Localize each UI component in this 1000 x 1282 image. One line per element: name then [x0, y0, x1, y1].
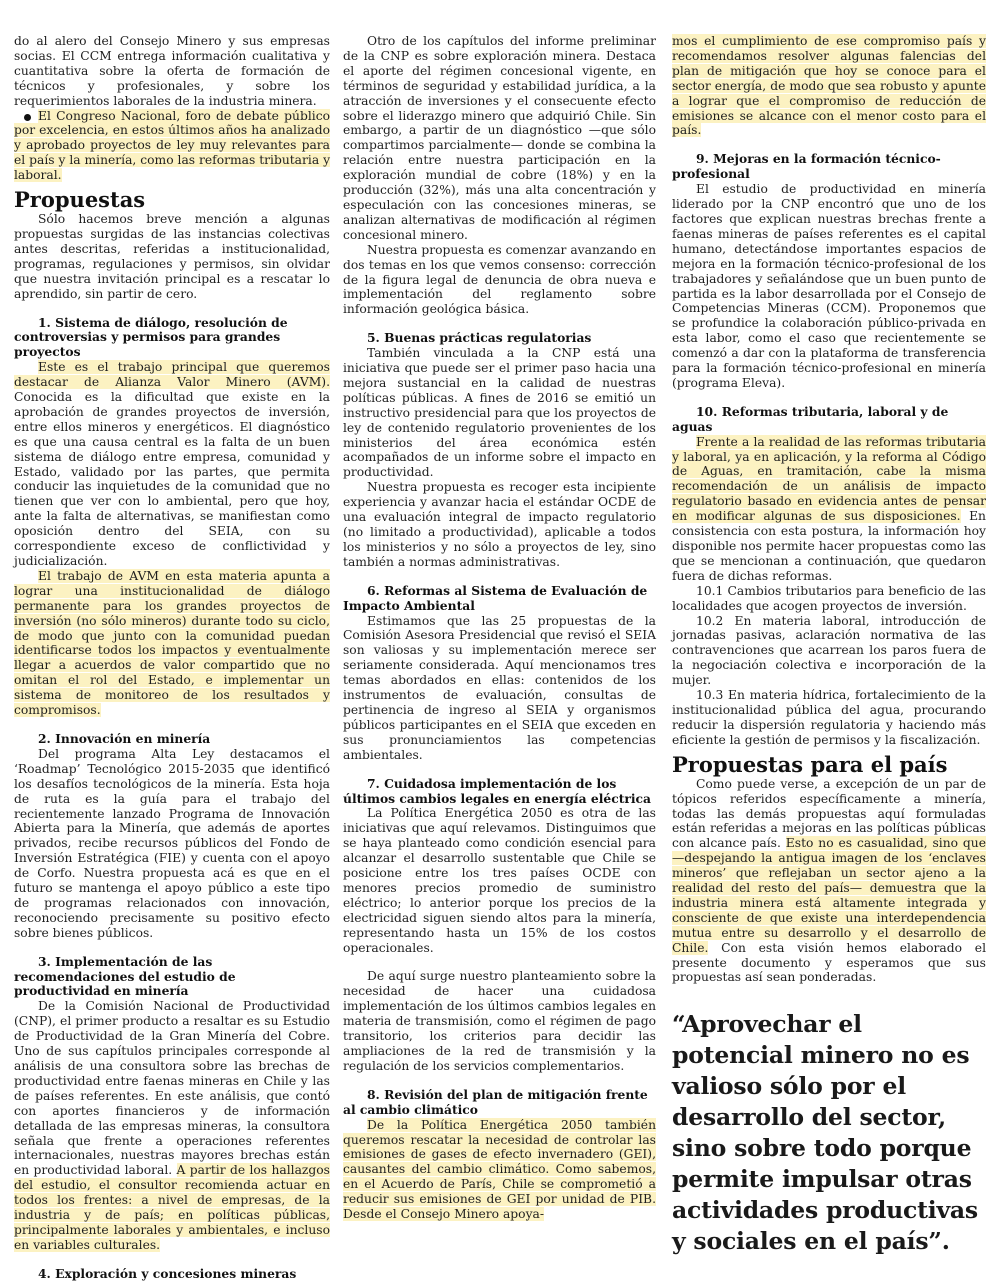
- column-3: [672, 34, 986, 1257]
- section-2-heading: [14, 732, 330, 747]
- heading-propuestas: Propuestas: [14, 187, 146, 213]
- pull-quote: “Aprovechar el potencial minero no es valioso sólo por el desarrollo del sector, sino sobre todo porque permite impulsar otras actividades productivas y sociales en el país”.: [672, 1010, 978, 1256]
- spacer: [14, 1253, 330, 1267]
- section-2-number: 2.: [38, 730, 51, 746]
- column-2: [343, 34, 656, 1222]
- section-3-title: Implementación de las recomendaciones del estudio de productividad en minería: [14, 953, 236, 999]
- section-8-number: 8.: [367, 1086, 380, 1102]
- highlight-reformas: Frente a la realidad de las reformas tributaria y laboral, ya en aplicación, y la reforma al Código de Aguas, en tramitación, cabe la misma recomendación de un análisis de impacto regulatorio basado en evidencia antes de pensar en modificar algunas de sus disposiciones.: [672, 434, 986, 524]
- section-9-heading: [672, 152, 986, 182]
- section-10-paragraph: [672, 435, 986, 584]
- spacer: [672, 391, 986, 405]
- section-6-title: Reformas al Sistema de Evaluación de Impacto Ambiental: [343, 582, 648, 613]
- section-9-paragraph: El estudio de productividad en minería liderado por la CNP encontró que uno de los factores que explican nuestras brechas frente a faenas mineras de países referentes es el capital humano, detectándose importantes espacios de mejora en la formación técnico-profesional de los trabajadores y señalándose que un buen punto de partida es la labor desarrollada por el Consejo de Competencias Mineras (CCM). Proponemos que se profundice la colaboración público-privada en esta labor, como el caso que recientemente se comenzó a dar con la plataforma de transferencia para la formación técnico-profesional en minería (programa Eleva).: [672, 182, 986, 390]
- spacer: [14, 941, 330, 955]
- section-10-1: 10.1 Cambios tributarios para beneficio de las localidades que acogen proyectos de inversión.: [672, 583, 986, 613]
- section-9-number: 9.: [696, 151, 709, 167]
- section-4-paragraph-1: Otro de los capítulos del informe preliminar de la CNP es sobre exploración minera. Destaca el aporte del régimen concesional vigente, en términos de seguridad y estabilidad jurídica, a la atracción de inversiones y el consecuente efecto sobre el liderazgo minero que adquirió Chile. Sin embargo, a partir de un diagnóstico —que sólo compartimos parcialmente— donde se combina la relación entre nuestra participación en la exploración mundial de cobre (18%) y en la producción (32%), más una alta concentración y especulación con las concesiones mineras, se analizan alternativas de modificación al régimen concesional minero.: [343, 34, 656, 242]
- section-10-title: Reformas tributaria, laboral y de aguas: [672, 403, 949, 434]
- section-3-heading: [14, 955, 330, 1000]
- section-5-title: Buenas prácticas regulatorias: [384, 330, 592, 346]
- pais-text-1: Como puede verse, a excepción de un par de tópicos referidos específicamente a minería, todas las demás propuestas aquí formuladas están referidas a mejoras en las políticas públicas con alcance país.: [672, 776, 986, 851]
- section-1-paragraph-2: [14, 569, 330, 718]
- section-4-title: Exploración y concesiones mineras: [55, 1265, 297, 1281]
- highlight-casualidad: Esto no es casualidad, sino que —despejando la antigua imagen de los ‘enclaves mineros’ que reflejaban un sector ajeno a la realidad del resto del país— demuestra que la industria minera está altamente integrada y consciente de que existe una interdependencia mutua entre su desarrollo y el desarrollo de Chile.: [672, 836, 986, 955]
- section-8-paragraph: [343, 1118, 656, 1222]
- section-9-title: Mejoras en la formación técnico-profesional: [672, 151, 941, 182]
- section-6-heading: [343, 584, 656, 614]
- section-7-number: 7.: [367, 775, 380, 791]
- section-1-text: Conocida es la dificultad que existe en la aprobación de grandes proyectos de inversión, entre ellos mineros y energéticos. El diagnóstico es que una causa central es la falta de un buen sistema de diálogo entre empresa, comunidad y Estado, validado por las partes, que permita conducir las inquietudes de la comunidad que no tienen que ver con lo ambiental, pero que hoy, ante la falta de alternativas, se manifiestan como oposición dentro del SEIA, con su correspondiente exceso de conflictividad y judicialización.: [14, 390, 330, 568]
- section-3-number: 3.: [38, 953, 51, 969]
- section-1-title: Sistema de diálogo, resolución de controversias y permisos para grandes proyectos: [14, 314, 288, 360]
- section-10-number: 10.: [696, 403, 718, 419]
- section-2-title: Innovación en minería: [55, 730, 211, 746]
- section-1-number: 1.: [38, 314, 51, 330]
- section-6-paragraph: Estimamos que las 25 propuestas de la Comisión Asesora Presidencial que revisó el SEIA son valiosas y su implementación merece ser seriamente considerada. Aquí mencionamos tres temas abordados en ellas: contenidos de los instrumentos de evaluación, consultas de pertinencia de ingreso al SEIA y organismos públicos participantes en el SEIA que exceden en sus pronunciamientos las competencias ambientales.: [343, 613, 656, 762]
- highlight-politica-energetica: De la Política Energética 2050 también queremos rescatar la necesidad de controlar las emisiones de gases de efecto invernadero (GEI), causantes del cambio climático. Como sabemos, en el Acuerdo de París, Chile se comprometió a reducir sus emisiones de GEI por unidad de PIB. Desde el Consejo Minero apoya-: [343, 1117, 656, 1222]
- spacer: [343, 1074, 656, 1088]
- highlight-avm-trabajo: El trabajo de AVM en esta materia apunta a lograr una institucionalidad de diálogo permanente para los grandes proyectos de inversión (no sólo mineros) durante todo su ciclo, de modo que junto con la comunidad puedan identificarse todos los impactos y eventualmente llegar a acuerdos de valor compartido que no omitan el rol del Estado, e implementar un sistema de monitoreo de los resultados y compromisos.: [14, 568, 330, 718]
- section-4-heading: [14, 1267, 330, 1282]
- paragraph-intro: do al alero del Consejo Minero y sus empresas socias. El CCM entrega información cualitativa y cuantitativa sobre la oferta de formación de técnicos y profesionales, y sobre los requerimientos laborales de la industria minera.: [14, 34, 330, 108]
- section-1-heading: [14, 316, 330, 361]
- section-6-number: 6.: [367, 582, 380, 598]
- spacer: [343, 955, 656, 969]
- spacer: [343, 317, 656, 331]
- section-8-continuation: [672, 34, 986, 138]
- section-4-paragraph-2: Nuestra propuesta es comenzar avanzando en dos temas en los que vemos consenso: corrección de la figura legal de denuncia de obra nueva e implementación del reglamento sobre información geológica básica.: [343, 242, 656, 317]
- highlight-avm: Este es el trabajo principal que queremos destacar de Alianza Valor Minero (AVM).: [14, 360, 330, 390]
- section-10-text: En consistencia con esta postura, la información hoy disponible nos permite hacer propuestas como las que se mencionan a continuación, que quedaron fuera de dichas reformas.: [672, 509, 986, 583]
- highlight-compromiso: mos el cumplimiento de ese compromiso país y recomendamos resolver algunas falencias del plan de mitigación que hoy se conoce para el sector energía, de modo que sea robusto y apunte a lograr que el compromiso de reducción de emisiones se alcance con el menor costo para el país.: [672, 34, 986, 138]
- pais-text-2: Con esta visión hemos elaborado el presente documento y esperamos que sus propuestas así sean ponderadas.: [672, 940, 986, 985]
- section-4-number: 4.: [38, 1265, 51, 1281]
- section-10-heading: [672, 405, 986, 435]
- section-5-number: 5.: [367, 330, 380, 346]
- paragraph-pais: [672, 777, 986, 986]
- section-1-paragraph-1: [14, 360, 330, 569]
- section-7-paragraph-1: La Política Energética 2050 es otra de las iniciativas que aquí relevamos. Distinguimos que se haya planteado como condición esencial para alcanzar el desarrollo sustentable que Chile se posicione entre los tres países OCDE con menores precios promedio de suministro eléctrico; lo anterior porque los precios de la electricidad siguen siendo altos para la minería, representando hasta un 15% de los costos operacionales.: [343, 806, 656, 955]
- section-3-text: De la Comisión Nacional de Productividad (CNP), el primer producto a resaltar es su Estudio de Productividad de la Gran Minería del Cobre. Uno de sus capítulos principales corresponde al análisis de una consultora sobre las brechas de productividad entre faenas mineras en Chile y las de países referentes. En este análisis, que contó con aportes financieros y de información detallada de las empresas mineras, la consultora señala que frente a operaciones referentes internacionales, nuestras mayores brechas están en productividad laboral.: [14, 999, 330, 1178]
- section-7-paragraph-2: De aquí surge nuestro planteamiento sobre la necesidad de hacer una cuidadosa implementación de los últimos cambios legales en materia de transmisión, como el régimen de pago transitorio, los criterios para decidir las ampliaciones de la red de transmisión y la regulación de los servicios complementarios.: [343, 969, 656, 1073]
- section-7-title: Cuidadosa implementación de los últimos cambios legales en energía eléctrica: [343, 775, 652, 806]
- highlight-hallazgos: A partir de los hallazgos del estudio, el consultor recomienda actuar en todos los frentes: a nivel de empresas, de la industria y de país; en políticas públicas, principalmente laborales y ambientales, e incluso en variables culturales.: [14, 1163, 330, 1252]
- spacer: [343, 570, 656, 584]
- section-2-paragraph: Del programa Alta Ley destacamos el ‘Roadmap’ Tecnológico 2015-2035 que identificó los desafíos tecnológicos de la minería. Esta hoja de ruta es la guía para el trabajo del recientemente lanzado Programa de Innovación Abierta para la Minería, que además de aportes privados, recibe recursos públicos del Fondo de Inversión Estratégica (FIE) y cuenta con el apoyo de Corfo. Nuestra propuesta acá es que en el futuro se mantenga el apoyo público a este tipo de programas relacionados con innovación, reconociendo precisamente su positivo efecto sobre bienes públicos.: [14, 746, 330, 940]
- section-5-paragraph-2: Nuestra propuesta es recoger esta incipiente experiencia y avanzar hacia el estándar OCDE de una evaluación integral de impacto regulatorio (no limitado a productividad), aplicable a todos los ministerios y no sólo a proyectos de ley, sino también a normas administrativas.: [343, 480, 656, 569]
- bullet-icon: [24, 114, 31, 121]
- section-8-heading: [343, 1088, 656, 1118]
- section-7-heading: [343, 777, 656, 807]
- section-5-paragraph-1: También vinculada a la CNP está una iniciativa que puede ser el primer paso hacia una mejora sustancial en la calidad de nuestras políticas públicas. A fines de 2016 se emitió un instructivo presidencial para que los proyectos de ley de contenido regulatorio provenientes de los ministerios del área económica estén acompañados de un informe sobre el impacto en productividad.: [343, 346, 656, 480]
- heading-propuestas-pais: Propuestas para el país: [672, 751, 948, 777]
- bullet-paragraph: [14, 109, 330, 184]
- paragraph-propuestas: Sólo hacemos breve mención a algunas propuestas surgidas de las instancias colectivas antes descritas, referidas a institucionalidad, programas, regulaciones y permisos, sin olvidar que nuestra invitación principal es a rescatar lo aprendido, sin partir de cero.: [14, 212, 330, 301]
- spacer: [14, 718, 330, 732]
- section-10-2: 10.2 En materia laboral, introducción de jornadas pasivas, aclaración normativa de las contravenciones que acarrean los paros fuera de la negociación colectiva e incorporación de la mujer.: [672, 613, 986, 688]
- section-3-paragraph: [14, 999, 330, 1252]
- spacer: [14, 302, 330, 316]
- section-5-heading: [343, 331, 656, 346]
- section-8-title: Revisión del plan de mitigación frente al cambio climático: [343, 1086, 648, 1117]
- spacer: [672, 138, 986, 152]
- spacer: [343, 763, 656, 777]
- column-1: [14, 34, 330, 1282]
- highlight-congreso: El Congreso Nacional, foro de debate público por excelencia, en estos últimos años ha analizado y aprobado proyectos de ley muy relevantes para el país y la minería, como las reformas tributaria y laboral.: [14, 108, 331, 183]
- section-10-3: 10.3 En materia hídrica, fortalecimiento de la institucionalidad pública del agua, procurando reducir la dispersión regulatoria y haciendo más eficiente la gestión de permisos y la fiscalización.: [672, 688, 986, 747]
